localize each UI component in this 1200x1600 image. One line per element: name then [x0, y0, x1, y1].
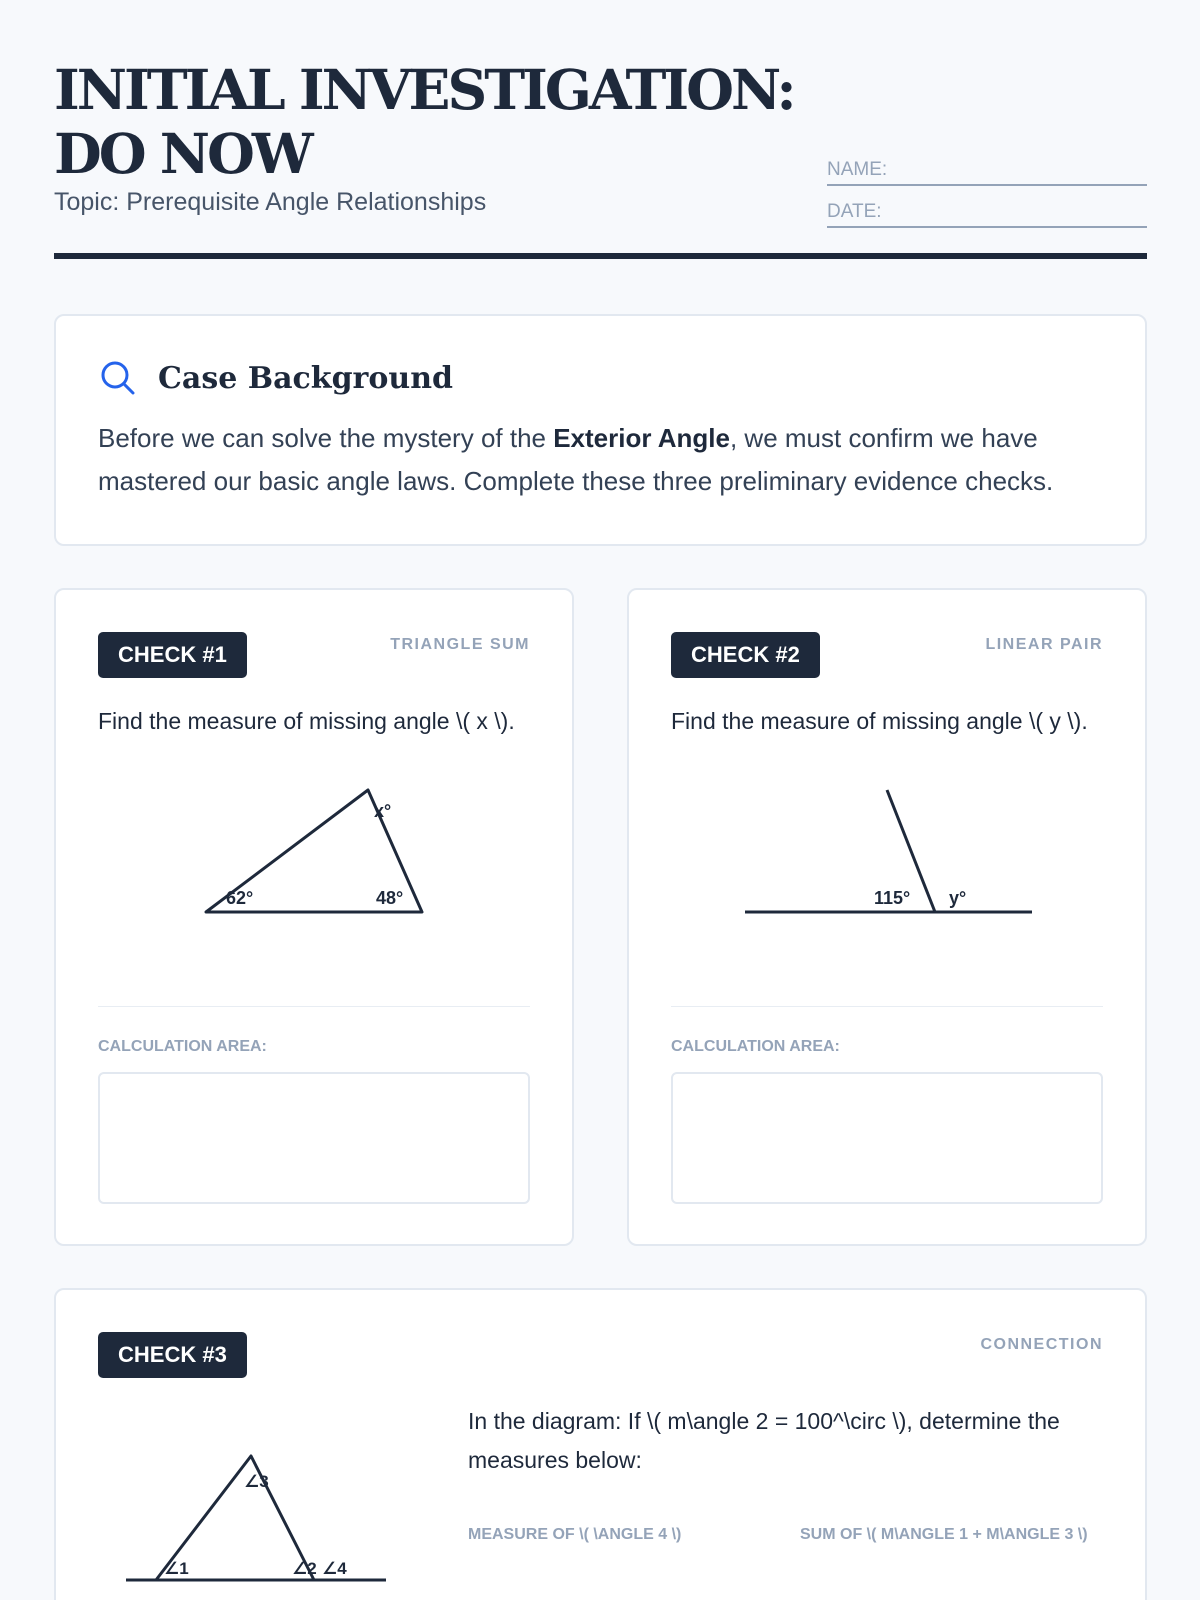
- search-icon: [100, 360, 136, 396]
- angle-sum-answer-label: SUM OF \( M\ANGLE 1 + M\ANGLE 3 \): [800, 1526, 1088, 1543]
- angle-3-label: ∠3: [244, 1472, 269, 1491]
- name-field[interactable]: NAME:: [827, 156, 1147, 186]
- check-1-badge: CHECK #1: [98, 632, 247, 678]
- check-2-prompt: Find the measure of missing angle \( y \).: [671, 708, 1088, 734]
- check-3-tag: CONNECTION: [980, 1336, 1103, 1353]
- check-2-calc-area[interactable]: [671, 1072, 1103, 1204]
- angle-4-answer-label: MEASURE OF \( \ANGLE 4 \): [468, 1526, 682, 1543]
- angle-48-label: 48°: [376, 888, 404, 908]
- page-subtitle: Topic: Prerequisite Angle Relationships: [54, 188, 487, 216]
- connection-diagram: [116, 1430, 396, 1600]
- page-title: INITIAL INVESTIGATION: DO NOW: [54, 57, 794, 186]
- check-2-badge: CHECK #2: [671, 632, 820, 678]
- check-1-divider: [98, 1006, 530, 1007]
- check-3-badge: CHECK #3: [98, 1332, 247, 1378]
- date-field[interactable]: DATE:: [827, 198, 1147, 228]
- angle-62-label: 62°: [226, 888, 254, 908]
- exterior-angle-term: Exterior Angle: [553, 423, 730, 453]
- check-1-card: [54, 588, 574, 1246]
- angle-x-label: x°: [374, 801, 392, 821]
- header-divider: [54, 253, 1147, 259]
- check-2-divider: [671, 1006, 1103, 1007]
- angle-115-label: 115°: [874, 888, 911, 908]
- check-1-tag: TRIANGLE SUM: [390, 636, 530, 653]
- angle-y-label: y°: [949, 888, 967, 908]
- check-2-card: [627, 588, 1147, 1246]
- case-background-card: [54, 314, 1147, 546]
- angle-1-label: ∠1: [164, 1559, 189, 1578]
- case-background-heading: [100, 360, 453, 396]
- check-2-tag: LINEAR PAIR: [985, 636, 1103, 653]
- case-background-title: Case Background: [158, 360, 453, 396]
- check-3-prompt: In the diagram: If \( m\angle 2 = 100^\circ \), determine the measures below:: [468, 1408, 1060, 1473]
- check-1-prompt: Find the measure of missing angle \( x \).: [98, 708, 515, 734]
- angle-4-label: ∠4: [322, 1559, 347, 1578]
- linear-pair-diagram: [629, 780, 1145, 1000]
- angle-2-label: ∠2: [292, 1559, 317, 1578]
- case-background-text: Before we can solve the mystery of the Exterior Angle, we must confirm we have mastered our basic angle laws. Complete these three preliminary evidence checks.: [98, 423, 1054, 496]
- check-2-calc-label: CALCULATION AREA:: [671, 1038, 840, 1055]
- worksheet-header: [54, 57, 1147, 222]
- check-1-calc-area[interactable]: [98, 1072, 530, 1204]
- triangle-sum-diagram: [56, 780, 572, 1000]
- student-fields: [827, 156, 1147, 240]
- check-3-card: [54, 1288, 1147, 1600]
- check-1-calc-label: CALCULATION AREA:: [98, 1038, 267, 1055]
